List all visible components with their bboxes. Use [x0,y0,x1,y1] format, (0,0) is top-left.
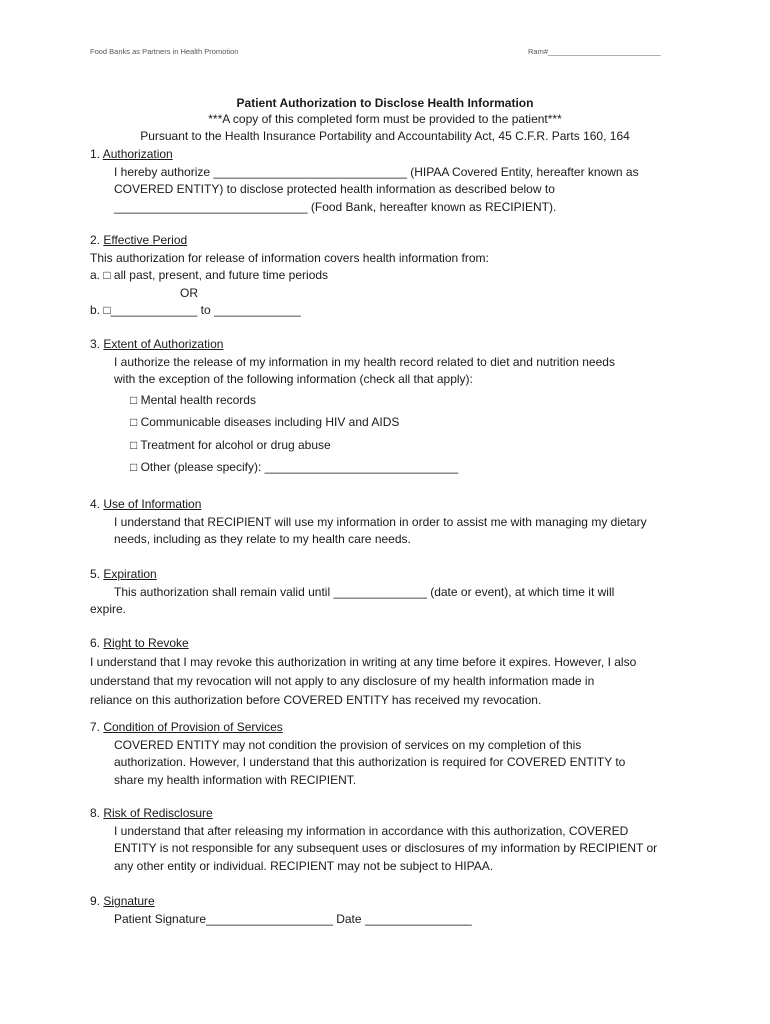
use-line-1: I understand that RECIPIENT will use my information in order to assist me with managing my dietary [114,514,647,529]
section-heading [90,719,690,737]
authorization-line-2: COVERED ENTITY) to disclose protected health information as described below to [114,182,555,196]
checkbox-alcohol-drug[interactable]: □ Treatment for alcohol or drug abuse [130,437,331,452]
condition-line-3: share my health information with RECIPIENT. [114,772,357,787]
section-title: Authorization [102,147,173,161]
section-title: Condition of Provision of Services [103,720,283,734]
section-revoke [90,635,690,710]
revoke-line-3: reliance on this authorization before COVERED ENTITY has received my revocation. [90,692,542,707]
extent-line-1: I authorize the release of my information in my health record related to diet and nutrition needs [114,354,615,369]
section-authorization [90,146,690,216]
revoke-line-1: I understand that I may revoke this authorization in writing at any time before it expires. However, I also [90,654,637,669]
redisclosure-line-2: ENTITY is not responsible for any subsequent uses or disclosures of my information by RECIPIENT or [114,841,658,855]
or-label: OR [180,285,198,300]
form-title: Patient Authorization to Disclose Health Information [236,96,534,110]
section-number: 5. [90,567,104,581]
section-title: Signature [103,894,155,908]
checkbox-mental-health[interactable]: □ Mental health records [130,392,256,407]
section-heading [90,232,690,250]
section-number: 4. [90,497,104,511]
section-heading [90,566,690,584]
header-right: Ram#___________________________ [528,47,661,56]
section-number: 8. [90,806,104,820]
section-heading [90,635,690,653]
condition-line-2: authorization. However, I understand that this authorization is required for COVERED ENTITY to [114,755,626,769]
section-title: Extent of Authorization [103,337,224,351]
section-heading [90,146,690,164]
section-number: 7. [90,720,104,734]
section-redisclosure [90,805,690,875]
authorization-line-1: I hereby authorize _____________________________ (HIPAA Covered Entity, hereafter known as [114,164,639,179]
extent-line-2: with the exception of the following information (check all that apply): [114,372,473,386]
checkbox-other[interactable]: □ Other (please specify): _____________________________ [130,460,459,474]
section-heading [90,336,690,354]
option-b[interactable]: b. □_____________ to _____________ [90,303,301,317]
section-number: 9. [90,894,104,908]
section-heading [90,805,690,823]
header-left: Food Banks as Partners in Health Promotion [90,47,239,56]
expiration-line-1: This authorization shall remain valid until ______________ (date or event), at which time it will [114,584,615,599]
section-number: 6. [90,636,104,650]
pursuant-line: Pursuant to the Health Insurance Portability and Accountability Act, 45 C.F.R. Parts 160, 164 [140,129,630,143]
authorization-line-3: _____________________________ (Food Bank, hereafter known as RECIPIENT). [114,199,557,214]
section-number: 1. [90,147,103,161]
use-line-2: needs, including as they relate to my health care needs. [114,532,411,546]
section-condition [90,719,690,789]
section-heading [90,893,690,911]
section-title: Right to Revoke [103,636,189,650]
section-effective-period [90,232,690,320]
condition-line-1: COVERED ENTITY may not condition the provision of services on my completion of this [114,737,582,752]
effective-period-intro: This authorization for release of information covers health information from: [90,250,489,265]
section-heading [90,496,690,514]
section-expiration [90,566,690,619]
redisclosure-line-1: I understand that after releasing my information in accordance with this authorization, COVERED [114,823,629,838]
section-number: 2. [90,233,104,247]
title-block [0,95,770,145]
redisclosure-line-3: any other entity or individual. RECIPIENT may not be subject to HIPAA. [114,858,494,873]
section-title: Risk of Redisclosure [103,806,213,820]
section-title: Effective Period [103,233,188,247]
copy-note: ***A copy of this completed form must be provided to the patient*** [208,112,562,126]
revoke-line-2: understand that my revocation will not apply to any disclosure of my health information made in [90,673,595,688]
section-use [90,496,690,549]
section-extent [90,336,690,479]
expiration-line-2: expire. [90,602,127,616]
section-signature [90,893,690,928]
section-title: Expiration [103,567,157,581]
option-a[interactable]: a. □ all past, present, and future time periods [90,268,329,282]
section-number: 3. [90,337,104,351]
section-title: Use of Information [103,497,202,511]
signature-date-line[interactable]: Patient Signature___________________ Date ________________ [114,911,472,926]
checkbox-communicable-diseases[interactable]: □ Communicable diseases including HIV and AIDS [130,415,400,429]
